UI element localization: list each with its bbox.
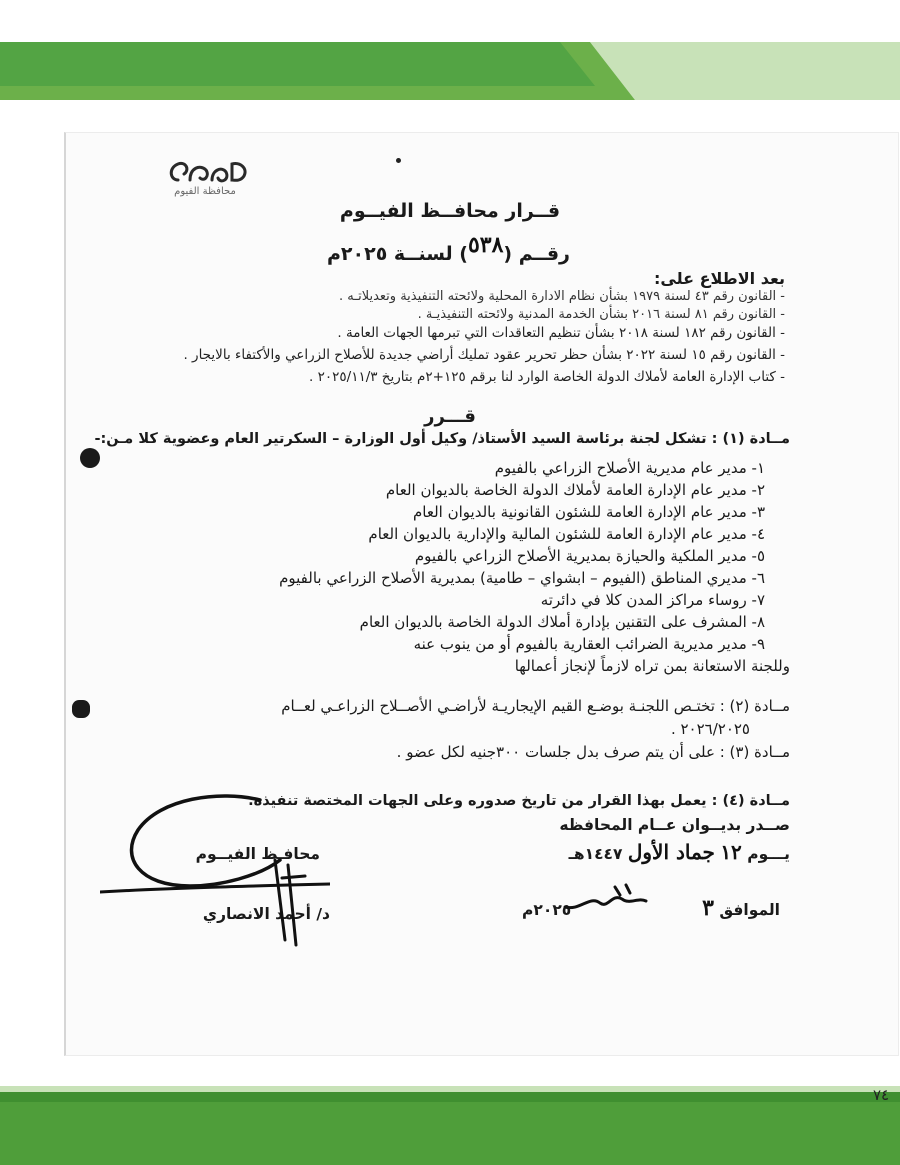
decree-title: قــرار محافــظ الفيــوم bbox=[339, 200, 561, 222]
greg-prefix: الموافق bbox=[719, 901, 780, 919]
article-2: مــادة (٢) : تختـص اللجنـة بوضـع القيم الإيجاريـة لأراضـي الأصــلاح الزراعـي لعــام bbox=[281, 697, 790, 715]
member-item: ٥- مدير الملكية والحيازة بمديرية الأصلاح الزراعي بالفيوم bbox=[414, 547, 765, 565]
scan-blot bbox=[80, 448, 100, 468]
scan-blot bbox=[72, 700, 90, 718]
banner-dark-shape bbox=[0, 42, 595, 86]
committee-note: وللجنة الاستعانة بمن تراه لازماً لإنجاز أعمالها bbox=[514, 657, 790, 675]
member-item: ٣- مدير عام الإدارة العامة للشئون القانونية بالديوان العام bbox=[413, 503, 765, 521]
hijri-prefix: يـــوم bbox=[747, 845, 790, 863]
handwritten-month bbox=[560, 875, 650, 920]
member-item: ١- مدير عام مديرية الأصلاح الزراعي بالفيوم bbox=[494, 459, 765, 477]
hijri-day: ١٢ bbox=[720, 840, 742, 864]
member-item: ٤- مدير عام الإدارة العامة للشئون المالية والإدارية بالديوان العام bbox=[368, 525, 765, 543]
decree-number: ٥٣٨ bbox=[467, 232, 504, 258]
hijri-month: جماد الأول bbox=[627, 840, 715, 864]
law-item: - القانون رقم ٨١ لسنة ٢٠١٦ بشأن الخدمة المدنية ولائحته التنفيذيـة . bbox=[417, 307, 785, 322]
article-2-year: ٢٠٢٦/٢٠٢٥ . bbox=[670, 720, 750, 738]
bottom-banner-light bbox=[0, 1086, 900, 1092]
law-item: - القانون رقم ١٨٢ لسنة ٢٠١٨ بشأن تنظيم التعاقدات التي تبرمها الجهات العامة . bbox=[337, 325, 785, 341]
hijri-date-line bbox=[470, 840, 790, 864]
signatory-name: د/ أحمد الانصاري bbox=[202, 905, 330, 923]
member-item: ٧- روساء مراكز المدن كلا في دائرته bbox=[540, 591, 765, 609]
article-3: مــادة (٣) : على أن يتم صرف بدل جلسات ٣٠٠جنيه لكل عضو . bbox=[396, 743, 790, 761]
decision-heading: قـــرر bbox=[424, 406, 476, 427]
top-banner bbox=[0, 0, 900, 100]
banner-light-shape bbox=[590, 42, 900, 100]
preamble-heading: بعد الاطلاع على: bbox=[653, 269, 785, 288]
law-item: - كتاب الإدارة العامة لأملاك الدولة الخاصة الوارد لنا برقم ١٢٥+٢م بتاريخ ٢٠٢٥/١١/٣ . bbox=[309, 369, 785, 385]
member-item: ٦- مديري المناطق (الفيوم – ابشواي – طامية) بمديرية الأصلاح الزراعي بالفيوم bbox=[279, 569, 765, 587]
number-prefix: رقــم ( bbox=[503, 243, 570, 265]
law-item: - القانون رقم ٤٣ لسنة ١٩٧٩ بشأن نظام الادارة المحلية ولائحته التنفيذية وتعديلاتـه . bbox=[339, 289, 785, 304]
scan-dot bbox=[396, 158, 401, 163]
bottom-banner-dark bbox=[0, 1092, 900, 1102]
law-item: - القانون رقم ١٥ لسنة ٢٠٢٢ بشأن حظر تحرير عقود تمليك أراضي جديدة للأصلاح الزراعي والأكتفاء بالايجار . bbox=[183, 347, 785, 363]
greg-year: ٢٠٢٥م bbox=[522, 901, 572, 919]
page-number: ٧٤ bbox=[872, 1086, 890, 1104]
article-4: مــادة (٤) : يعمل بهذا القرار من تاريخ صدوره وعلى الجهات المختصة تنفيذه. bbox=[248, 793, 790, 809]
member-item: ٩- مدير مديرية الضرائب العقارية بالفيوم أو من ينوب عنه bbox=[413, 635, 765, 653]
greg-day: ٣ bbox=[702, 895, 714, 921]
article-1: مــادة (١) : تشكل لجنة برئاسة السيد الأستاذ/ وكيل أول الوزارة – السكرتير العام وعضوية كلا مـن:- bbox=[94, 431, 790, 447]
number-suffix: ) لسنــة ٢٠٢٥م bbox=[326, 243, 468, 265]
hijri-year: ١٤٤٧هـ bbox=[568, 845, 623, 863]
logo-subtitle: محافظة الفيوم bbox=[174, 186, 236, 197]
bottom-banner bbox=[0, 1086, 900, 1165]
issued-at: صــدر بديــوان عــام المحافظه bbox=[559, 816, 790, 834]
bottom-banner-main bbox=[0, 1092, 900, 1165]
decree-number-line bbox=[326, 232, 570, 266]
member-item: ٨- المشرف على التقنين بإدارة أملاك الدولة الخاصة بالديوان العام bbox=[359, 613, 765, 631]
handwritten-signature bbox=[100, 790, 330, 960]
member-item: ٢- مدير عام الإدارة العامة لأملاك الدولة الخاصة بالديوان العام bbox=[385, 481, 765, 499]
signatory-role: محافـظ الفيــوم bbox=[195, 845, 320, 863]
